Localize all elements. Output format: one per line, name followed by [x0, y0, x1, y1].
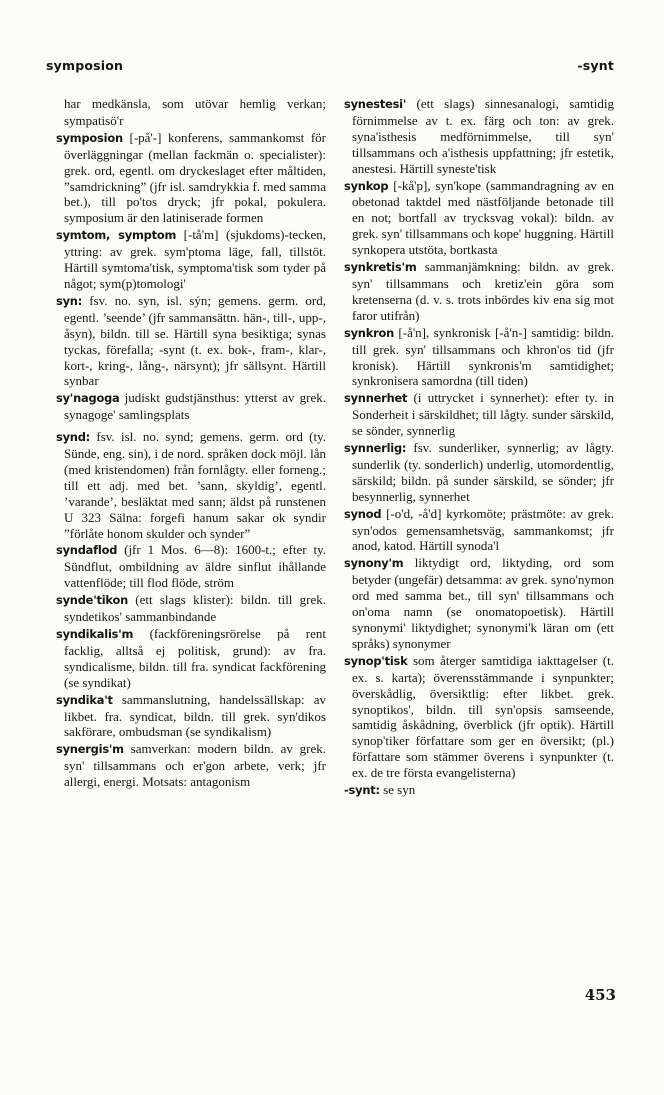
dictionary-entry: symtom, symptom [-tå'm] (sjukdoms)-tecken, yttring: av grek. sym'ptoma läge, fall, tillstöt. Härtill symtoma'tisk, symptoma'tisk som tyder på något; sym(p)tomologi' [56, 227, 326, 291]
dictionary-entry: synony'm liktydigt ord, liktyding, ord som betyder (ungefär) detsamma: av grek. syno'nymon ord med samma bet., till syn' tillsammans och on'oma namn (se onomatopoetisk). Härtill synonymi' liktydighet; synonymi'k läran om (ett språks) synonymer [344, 555, 614, 651]
dictionary-entry: synnerhet (i uttrycket i synnerhet): efter ty. in Sonderheit i särskildhet; till lågty. sunder särskild, se sönder, synnerlig [344, 390, 614, 439]
dictionary-entry: synergis'm samverkan: modern bildn. av grek. syn' tillsammans och er'gon arbete, verk; jfr allergi, energi. Motsats: antagonism [56, 741, 326, 790]
dictionary-entry: synd: fsv. isl. no. synd; gemens. germ. ord (ty. Sünde, eng. sin), i de nord. språken dock möjl. lån (med kristendomen) från fornlågty. eller forneng.; till ett adj. med bet. ’sann, skyldig’, egentl. ’varande’, besläktat med sann; äldst på runstenen U 323 Sälna: forgefi hanum sakar ok syndir ”förlåte honom skulder och synder” [56, 429, 326, 541]
dictionary-entry: synkretis'm sammanjämkning: bildn. av grek. syn' tillsammans och kretiz'ein göra som kretenserna (d. v. s. trots inbördes kiv ena sig mot faror utifrån) [344, 259, 615, 323]
dictionary-entry: -synt: se syn [344, 782, 416, 798]
dictionary-entry: synkron [-å'n], synkronisk [-å'n-] samtidig: bildn. till grek. syn' tillsammans och khron'os tid (jfr kronisk). Härtill synkronis'm samtidighet; synkronisera samordna (till tiden) [344, 324, 615, 389]
right-column [344, 96, 614, 800]
dictionary-entry: synkop [-kå'p], syn'kope (sammandragning av en obetonad taktdel med nästföljande betonade till en not; bortfall av trycksvag vokal): bildn. av grek. syn' tillsammans och kope' huggning. Härtill synkopera utstöta, bortkasta [344, 177, 614, 258]
dictionary-entry: syndaflod (jfr 1 Mos. 6—8): 1600-t.; efter ty. Sündflut, ombildning av äldre sinflut ihållande vattenflöde; till flod flöde, ström [56, 542, 327, 591]
dictionary-entry: synop'tisk som återger samtidiga iakttagelser (t. ex. s. karta); överensstämmande i synpunkter; överskådlig, översiktlig: efter likbet. grek. synoptikos', bildn. till syn'opsis samseende, samtidig åskådning, överblick (jfr optik). Härtill synop'tiker författare som ger en översikt; (pl.) författare som stämmer överens i synpunkter (t. ex. de tre första evangelisterna) [344, 652, 615, 781]
dictionary-entry: syndika't sammanslutning, handelssällskap: av likbet. fra. syndicat, bildn. till grek. syn'dikos sakförare, ombudsman (se syndikalism) [56, 691, 326, 740]
left-column [56, 96, 326, 791]
dictionary-entry: sy'nagoga judiskt gudstjänsthus: ytterst av grek. synagoge' samlingsplats [56, 390, 327, 423]
page-number: 453 [584, 986, 616, 1004]
running-head-left: symposion [46, 58, 124, 73]
running-head-right: -synt [577, 58, 614, 73]
dictionary-entry: synnerlig: fsv. sunderliker, synnerlig; av lågty. sunderlik (ty. sonderlich) underlig, utomordentlig, särskild; bildn. på sunder särskild, se sönder; jfr besynnerlig, synnerhet [344, 440, 614, 504]
dictionary-entry: syndikalis'm (fackföreningsrörelse på rent facklig, alltså ej politisk, grund): av fra. syndicalisme, bildn. till fra. syndicat fackförening (se syndikat) [56, 626, 326, 690]
dictionary-entry: har medkänsla, som utövar hemlig verkan; sympatisö'r [64, 96, 326, 128]
dictionary-entry: synestesi' (ett slags) sinnesanalogi, samtidig förnimmelse av t. ex. färg och ton: av grek. syna'isthesis medförnimmelse, till syn' tillsammans och a'isthesis uppfattning; jfr estetik, anestesi. Härtill syneste'tisk [344, 96, 614, 176]
dictionary-entry: symposion [-på'-] konferens, sammankomst för överläggningar (mellan fackmän o. specialister): grek. ord, egentl. om dryckeslaget efter måltiden, ”samdrickning” (jfr isl. samdrykkia f. med samma bet.), till po'tos dryck; jfr pokal, pokulera. symposium är den latiniserade formen [56, 129, 327, 226]
dictionary-entry: synde'tikon (ett slags klister): bildn. till grek. syndetikos' sammanbindande [56, 592, 327, 625]
dictionary-entry: syn: fsv. no. syn, isl. sýn; gemens. germ. ord, egentl. ’seende’ (jfr sammansättn. hän-, till-, upp-, åsyn), bildn. till se. Härtill syna besiktiga; synas tyckas, förefalla; -synt (t. ex. bok-, fram-, klar-, kort-, kring-, lång-, närsynt); jfr sällsynt. Härtill synbar [56, 292, 326, 389]
dictionary-entry: synod [-o'd, -å'd] kyrkomöte; prästmöte: av grek. syn'odos gemensamhetsväg, sammankomst; jfr anod, katod. Härtill synoda'l [344, 505, 615, 554]
